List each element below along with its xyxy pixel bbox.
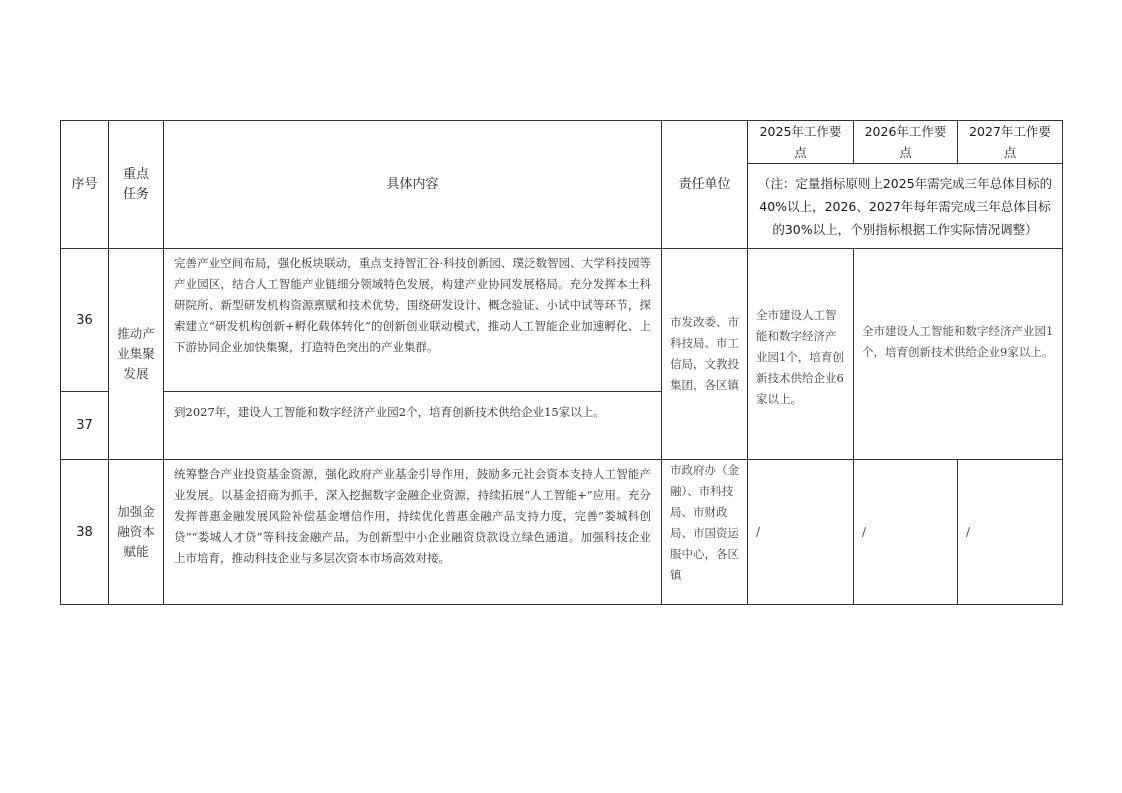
row-unit: 市发改委、市科技局、市工信局，文教投集团，各区镇 [662, 249, 748, 460]
header-content: 具体内容 [164, 121, 662, 249]
row-seq: 38 [61, 460, 109, 605]
header-2027: 2027年工作要点 [958, 121, 1063, 164]
row-goal-2025: 全市建设人工智能和数字经济产业园1个，培育创新技术供给企业6家以上。 [748, 249, 854, 460]
row-seq: 36 [61, 249, 109, 392]
table-row [61, 249, 1063, 392]
row-content: 统筹整合产业投资基金资源，强化政府产业基金引导作用，鼓励多元社会资本支持人工智能产业发展。以基金招商为抓手，深入挖掘数字金融企业资源，持续拓展“人工智能+”应用。充分发挥普惠金融发展风险补偿基金增信作用，持续优化普惠金融产品支持力度，完善“娄城科创贷”“娄城人才贷”等科技金融产品，为创新型中小企业融资贷款设立绿色通道。加强科技企业上市培育，推动科技企业与多层次资本市场高效对接。 [164, 460, 662, 605]
header-unit: 责任单位 [662, 121, 748, 249]
row-goal-2027: / [958, 460, 1063, 605]
row-goal-2026: / [854, 460, 958, 605]
row-goal-2026-2027: 全市建设人工智能和数字经济产业园1个，培育创新技术供给企业9家以上。 [854, 249, 1063, 460]
header-note: （注：定量指标原则上2025年需完成三年总体目标的40%以上，2026、2027年每年需完成三年总体目标的30%以上，个别指标根据工作实际情况调整） [748, 164, 1063, 249]
header-seq: 序号 [61, 121, 109, 249]
row-task: 加强金融资本赋能 [109, 460, 164, 605]
row-content: 完善产业空间布局，强化板块联动，重点支持智汇谷·科技创新园、璞泛数智园、大学科技园等产业园区，结合人工智能产业链细分领域特色发展，构建产业协同发展格局。充分发挥本土科研院所、新型研发机构资源禀赋和技术优势，围绕研发设计、概念验证、小试中试等环节，探索建立“研发机构创新+孵化载体转化”的创新创业联动模式，推动人工智能企业加速孵化、上下游协同企业加快集聚，打造特色突出的产业集群。 [164, 249, 662, 392]
header-2026: 2026年工作要点 [854, 121, 958, 164]
table-row [61, 460, 1063, 605]
row-unit: 市政府办（金融）、市科技局、市财政局、市国资运服中心，各区镇 [662, 460, 748, 605]
header-task: 重点任务 [109, 121, 164, 249]
row-content: 到2027年，建设人工智能和数字经济产业园2个，培育创新技术供给企业15家以上。 [164, 392, 662, 460]
work-plan-table [60, 120, 1063, 605]
row-seq: 37 [61, 392, 109, 460]
header-row [61, 121, 1063, 164]
row-goal-2025: / [748, 460, 854, 605]
header-2025: 2025年工作要点 [748, 121, 854, 164]
row-task: 推动产业集聚发展 [109, 249, 164, 460]
